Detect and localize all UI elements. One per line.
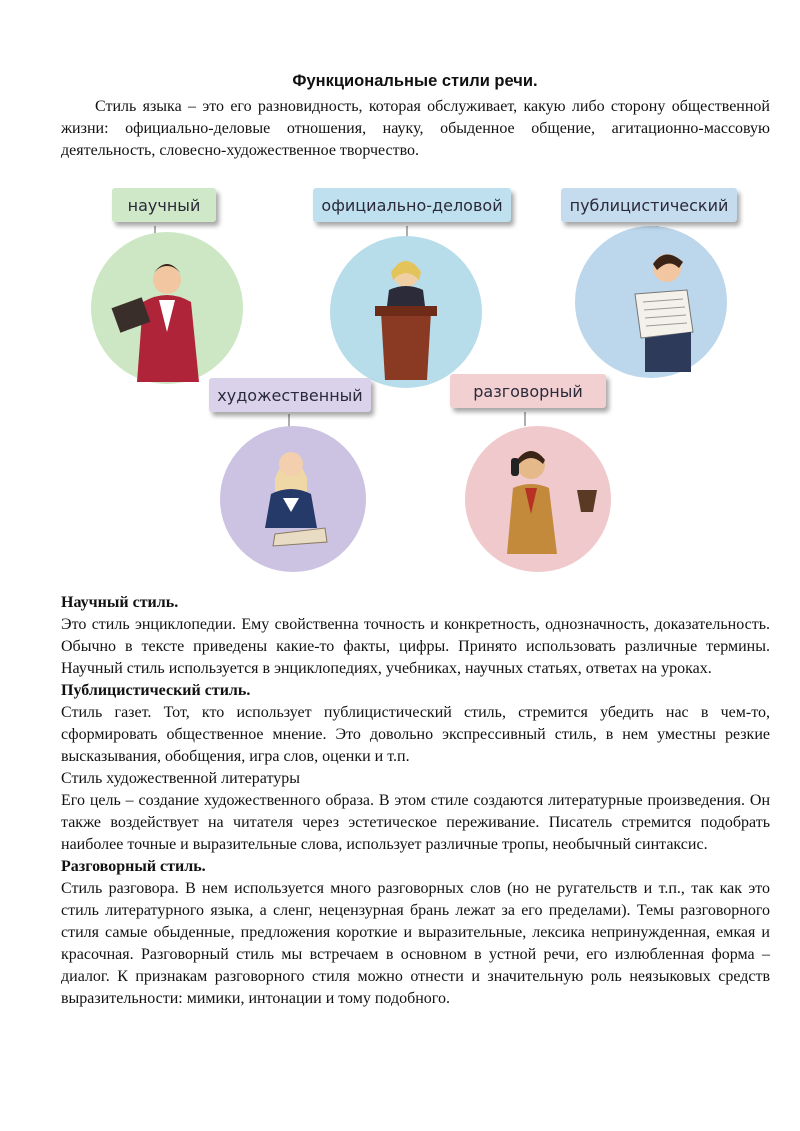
section-text-journalistic: Стиль газет. Тот, кто использует публицистический стиль, стремится убедить нас в чем-то, сформировать общественное мнение. Это довольно экспрессивный стиль, в нем уместны резкие высказывания, обобщения, игра слов, оценки и т.п.: [61, 704, 770, 765]
styles-description: [61, 592, 770, 1010]
label-scientific: научный: [112, 188, 216, 222]
section-heading-scientific: Научный стиль.: [61, 594, 179, 611]
section-text-scientific: Это стиль энциклопедии. Ему свойственна точность и конкретность, однозначность, доказательность. Обычно в тексте приведены какие-то факты, цифры. Принято использовать различные термины. Научный стиль используется в энциклопедиях, учебниках, научных статьях, ответах на уроках.: [61, 616, 770, 677]
label-colloquial: разговорный: [450, 374, 606, 408]
section-text-colloquial: Стиль разговора. В нем используется много разговорных слов (но не ругательств и т.п., так как это стиль литературного языка, а сленг, нецензурная брань лежат за его пределами). Темы разговорного стиля самые обыденные, предложения короткие и выразительные, лексика непринужденная, емкая и красочная. Разговорный стиль мы встречаем в основном в устной речи, его излюбленная форма – диалог. К признакам разговорного стиля можно отнести и значительную роль неязыковых средств выразительности: мимики, интонации и тому подобного.: [61, 880, 770, 1007]
section-text-artistic: Его цель – создание художественного образа. В этом стиле создаются литературные произведения. Он также воздействует на читателя через эстетическое переживание. Писатель стремится подобрать наиболее точные и выразительные слова, использует различные тропы, необычный синтаксис.: [61, 792, 770, 853]
section-heading-artistic: Стиль художественной литературы: [61, 770, 300, 787]
page-title: Функциональные стили речи.: [292, 72, 538, 90]
section-heading-colloquial: Разговорный стиль.: [61, 858, 206, 875]
label-artistic: художественный: [209, 378, 371, 412]
label-journalistic: публицистический: [561, 188, 737, 222]
intro-paragraph: Стиль языка – это его разновидность, которая обслуживает, какую либо сторону общественной жизни: официально-деловые отношения, науку, обыденное общение, агитационно-массовую деятельность, словесно-художественное творчество.: [61, 98, 770, 159]
styles-illustration: [85, 182, 745, 572]
section-heading-journalistic: Публицистический стиль.: [61, 682, 251, 699]
label-official: официально-деловой: [313, 188, 511, 222]
styles-figure: [85, 182, 745, 572]
